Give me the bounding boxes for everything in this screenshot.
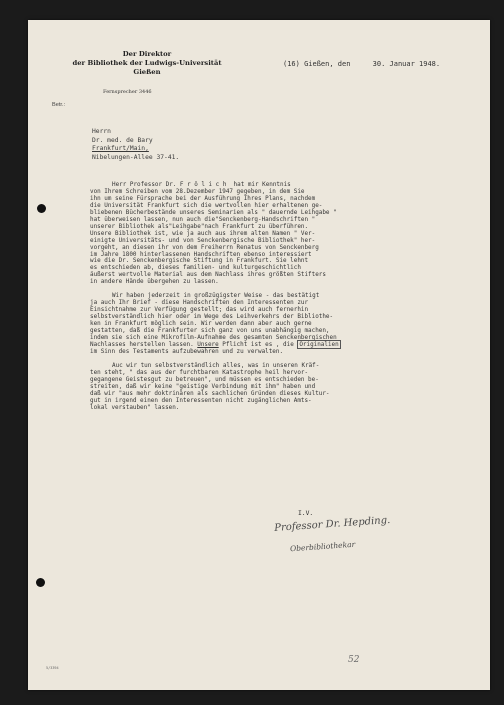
text-line: bliebenen Bücherbestände unseres Seminarien als " dauernde Leihgabe " <box>90 208 337 216</box>
text-line: gut in irgend einen den Interessenten nicht zugänglichen Amts- <box>90 396 312 404</box>
punch-hole <box>36 578 45 587</box>
letterhead <box>56 50 238 77</box>
text-line: Auc wir tun selbstverständlich alles, was in unseren Kräf- <box>112 361 320 369</box>
paragraph-1 <box>90 182 490 286</box>
text-line: selbstverständlich hier oder im Wege des Leihverkehrs der Bibliothe- <box>90 313 334 321</box>
text-line: Unsere Bibliothek ist, wie ja auch aus ihrem alten Namen " Ver- <box>90 229 316 237</box>
text-line: streiten, daß wir keine "geistige Verbindung mit ihm" haben und <box>90 382 316 390</box>
closing-iv: I.V. <box>298 510 314 517</box>
text-line: im Sinn des Testaments aufzubewahren und zu verwalten. <box>90 347 284 355</box>
text-line: ja auch Ihr Brief - diese Handschriften den Interessenten zur <box>90 299 309 307</box>
boxed-originalien: Originalien <box>299 340 339 348</box>
recipient-address <box>92 128 179 162</box>
text-line: im Jahre 1800 hinterlassenen Handschriften ebenso interessiert <box>90 250 312 258</box>
text-line: die Universität Frankfurt sich die wertvollen hier erhaltenen ge- <box>90 201 323 209</box>
dateline-date: 30. Januar 1948. <box>372 60 441 68</box>
subject-label: Betr.: <box>52 102 66 108</box>
text-line: in andere Hände übergehen zu lassen. <box>90 278 219 286</box>
text-line: unserer Bibliothek als"Leihgabe"nach Frankfurt zu überführen. <box>90 222 309 230</box>
text-line: indem sie sich eine Mikrofilm-Aufnahme des gesamten Senckenbergischen <box>90 334 337 342</box>
underlined-unsere: Unsere <box>197 340 219 348</box>
text-line: vorgeht, an diesen ihr von dem Freiherrn Renatus von Senckenberg <box>90 243 319 251</box>
form-number: 5/3394 <box>46 666 59 670</box>
text-line: es entschieden ab, dieses familien- und kulturgeschichtlich <box>90 264 301 272</box>
text-line: gestatten, daß die Frankfurter sich ganz von uns unabhängig machen, <box>90 327 330 335</box>
letterhead-phone: Fernsprecher 3446 <box>103 89 152 95</box>
text-line: äußerst wertvolle Material aus dem Nachlass ihres größten Stifters <box>90 271 326 279</box>
address-city: Frankfurt/Main, <box>92 145 149 153</box>
text-line: lokal verstauben" lassen. <box>90 403 180 411</box>
dateline-place: (16) Gießen, den <box>283 60 351 68</box>
paragraph-3 <box>90 363 490 412</box>
punch-hole <box>37 204 46 213</box>
letter-page <box>28 20 490 690</box>
text-line: ten steht, " das aus der furchtbaren Katastrophe heil hervor- <box>90 368 309 376</box>
folio-number: 52 <box>348 655 360 665</box>
paragraph-2 <box>90 293 490 356</box>
handwritten-signature: Professor Dr. Hepding. <box>274 514 391 534</box>
letterhead-title: Der Direktor <box>122 50 172 58</box>
text-line: Wir haben jederzeit in großzügigster Weise - das bestätigt <box>112 292 320 300</box>
address-salutation: Herrn <box>92 128 111 135</box>
address-street: Nibelungen-Allee 37-41. <box>92 153 180 161</box>
letter-body <box>90 182 490 419</box>
text-line: daß wir "aus mehr doktrinären als sachlichen Gründen dieses Kultur- <box>90 389 330 397</box>
text-line: Herr Professor Dr. F r ö l i c h hat mir Kenntnis <box>112 181 291 188</box>
text-line: einigte Universitäts- und von Senckenbergische Bibliothek" her- <box>90 236 316 244</box>
text-line: hat überweisen lassen, nun auch die"Senckenberg-Handschriften " <box>90 215 316 223</box>
dateline <box>283 60 440 68</box>
text-line: ken in Frankfurt möglich sein. Wir werden dann aber auch gerne <box>90 320 312 328</box>
text-line: Einsichtnahme zur Verfügung gestellt; das wird auch fernerhin <box>90 306 309 314</box>
letterhead-city: Gießen <box>133 68 161 76</box>
text-line: ihn um seine Fürsprache bei der Ausführung Ihres Plans, nachdem <box>90 194 316 202</box>
text-line-mixed: Nachlasses herstellen lassen. Unsere Pflicht ist es , die Originalien <box>90 340 339 348</box>
signature-title: Oberbibliothekar <box>289 539 356 554</box>
address-name: Dr. med. de Bary <box>92 136 153 144</box>
text-line: wie die Dr. Senckenbergische Stiftung in Frankfurt. Sie lehnt <box>90 257 309 265</box>
text-line: von Ihrem Schreiben vom 28.Dezember 1947 gegeben, in dem Sie <box>90 187 305 195</box>
text-line: gegangene Geistesgut zu betreuen", und müssen es entschieden be- <box>90 375 319 383</box>
letterhead-institution: der Bibliothek der Ludwigs-Universität <box>72 59 222 67</box>
